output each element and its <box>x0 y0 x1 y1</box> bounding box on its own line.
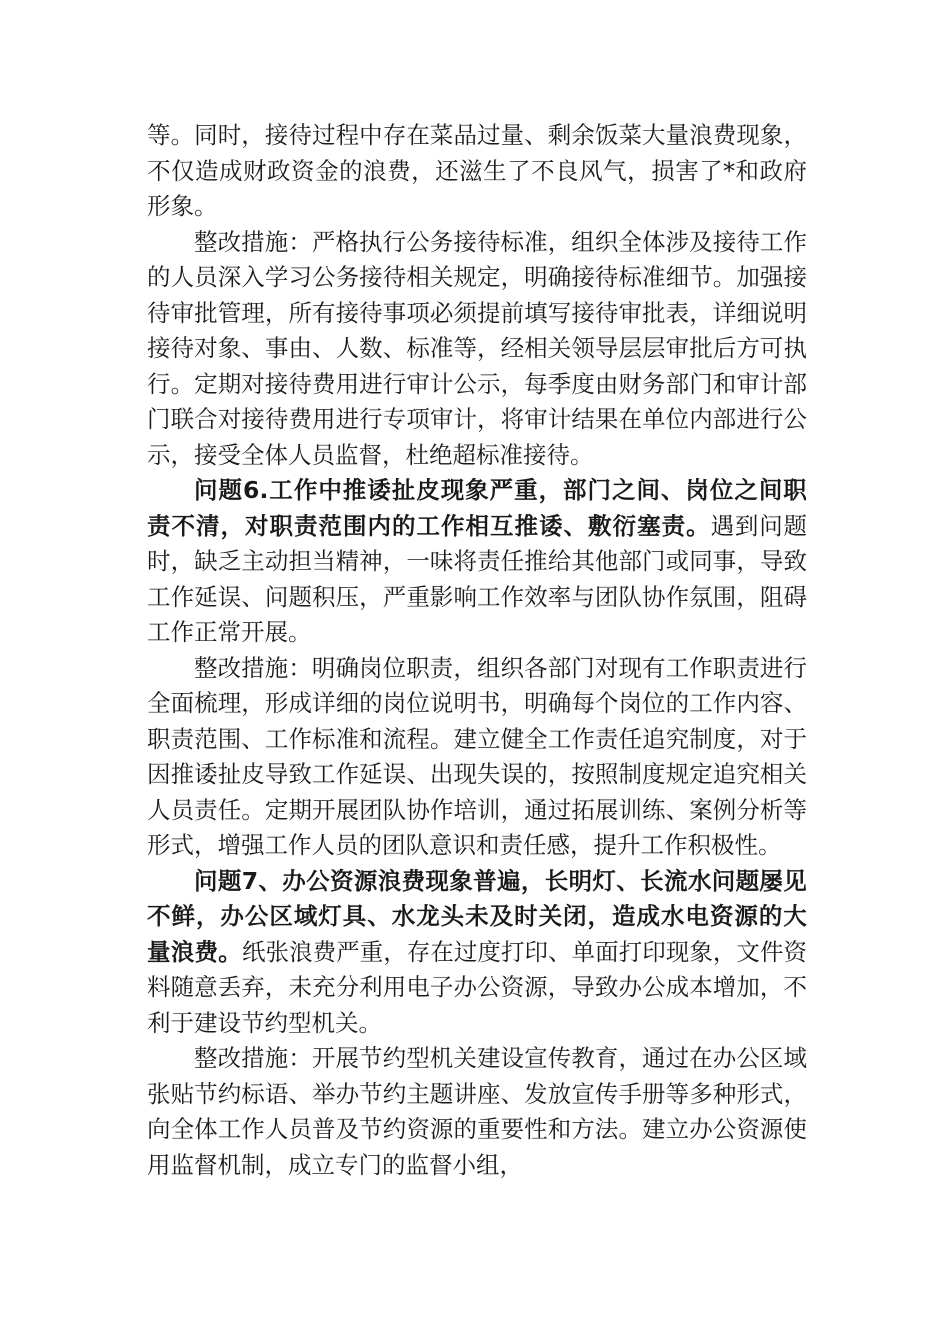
paragraph-continuation <box>147 118 807 225</box>
paragraph-text: 整改措施：开展节约型机关建设宣传教育，通过在办公区域张贴节约标语、举办节约主题讲座、发放宣传手册等多种形式，向全体工作人员普及节约资源的重要性和方法。建立办公资源使用监督机制，成立专门的监督小组， <box>147 1044 807 1179</box>
issue-heading: 问题6.工作中推诿扯皮现象严重，部门之间、岗位之间职责不清，对职责范围内的工作相互推诿、敷衍塞责。 <box>147 476 807 540</box>
paragraph-issue-7 <box>147 864 807 1042</box>
paragraph-reception-measures <box>147 225 807 474</box>
paragraph-issue-7-measures <box>147 1041 807 1183</box>
paragraph-issue-6-measures <box>147 651 807 864</box>
paragraph-text: 等。同时，接待过程中存在菜品过量、剩余饭菜大量浪费现象，不仅造成财政资金的浪费，还滋生了不良风气，损害了*和政府形象。 <box>147 121 807 220</box>
paragraph-text: 遇到问题时，缺乏主动担当精神，一味将责任推给其他部门或同事，导致工作延误、问题积压，严重影响工作效率与团队协作氛围，阻碍工作正常开展。 <box>147 511 808 646</box>
paragraph-text: 纸张浪费严重，存在过度打印、单面打印现象，文件资料随意丢弃，未充分利用电子办公资源，导致办公成本增加，不利于建设节约型机关。 <box>147 937 807 1037</box>
paragraph-issue-6 <box>147 473 807 651</box>
document-page <box>147 118 807 1183</box>
paragraph-text: 整改措施：严格执行公务接待标准，组织全体涉及接待工作的人员深入学习公务接待相关规定，明确接待标准细节。加强接待审批管理，所有接待事项必须提前填写接待审批表，详细说明接待对象、事由、人数、标准等，经相关领导层层审批后方可执行。定期对接待费用进行审计公示，每季度由财务部门和审计部门联合对接待费用进行专项审计，将审计结果在单位内部进行公示，接受全体人员监督，杜绝超标准接待。 <box>147 227 807 469</box>
paragraph-text: 整改措施：明确岗位职责，组织各部门对现有工作职责进行全面梳理，形成详细的岗位说明书，明确每个岗位的工作内容、职责范围、工作标准和流程。建立健全工作责任追究制度，对于因推诿扯皮导致工作延误、出现失误的，按照制度规定追究相关人员责任。定期开展团队协作培训，通过拓展训练、案例分析等形式，增强工作人员的团队意识和责任感，提升工作积极性。 <box>147 653 807 859</box>
issue-heading: 问题7、办公资源浪费现象普遍，长明灯、长流水问题屡见不鲜，办公区域灯具、水龙头未及时关闭，造成水电资源的大量浪费。 <box>147 866 807 966</box>
